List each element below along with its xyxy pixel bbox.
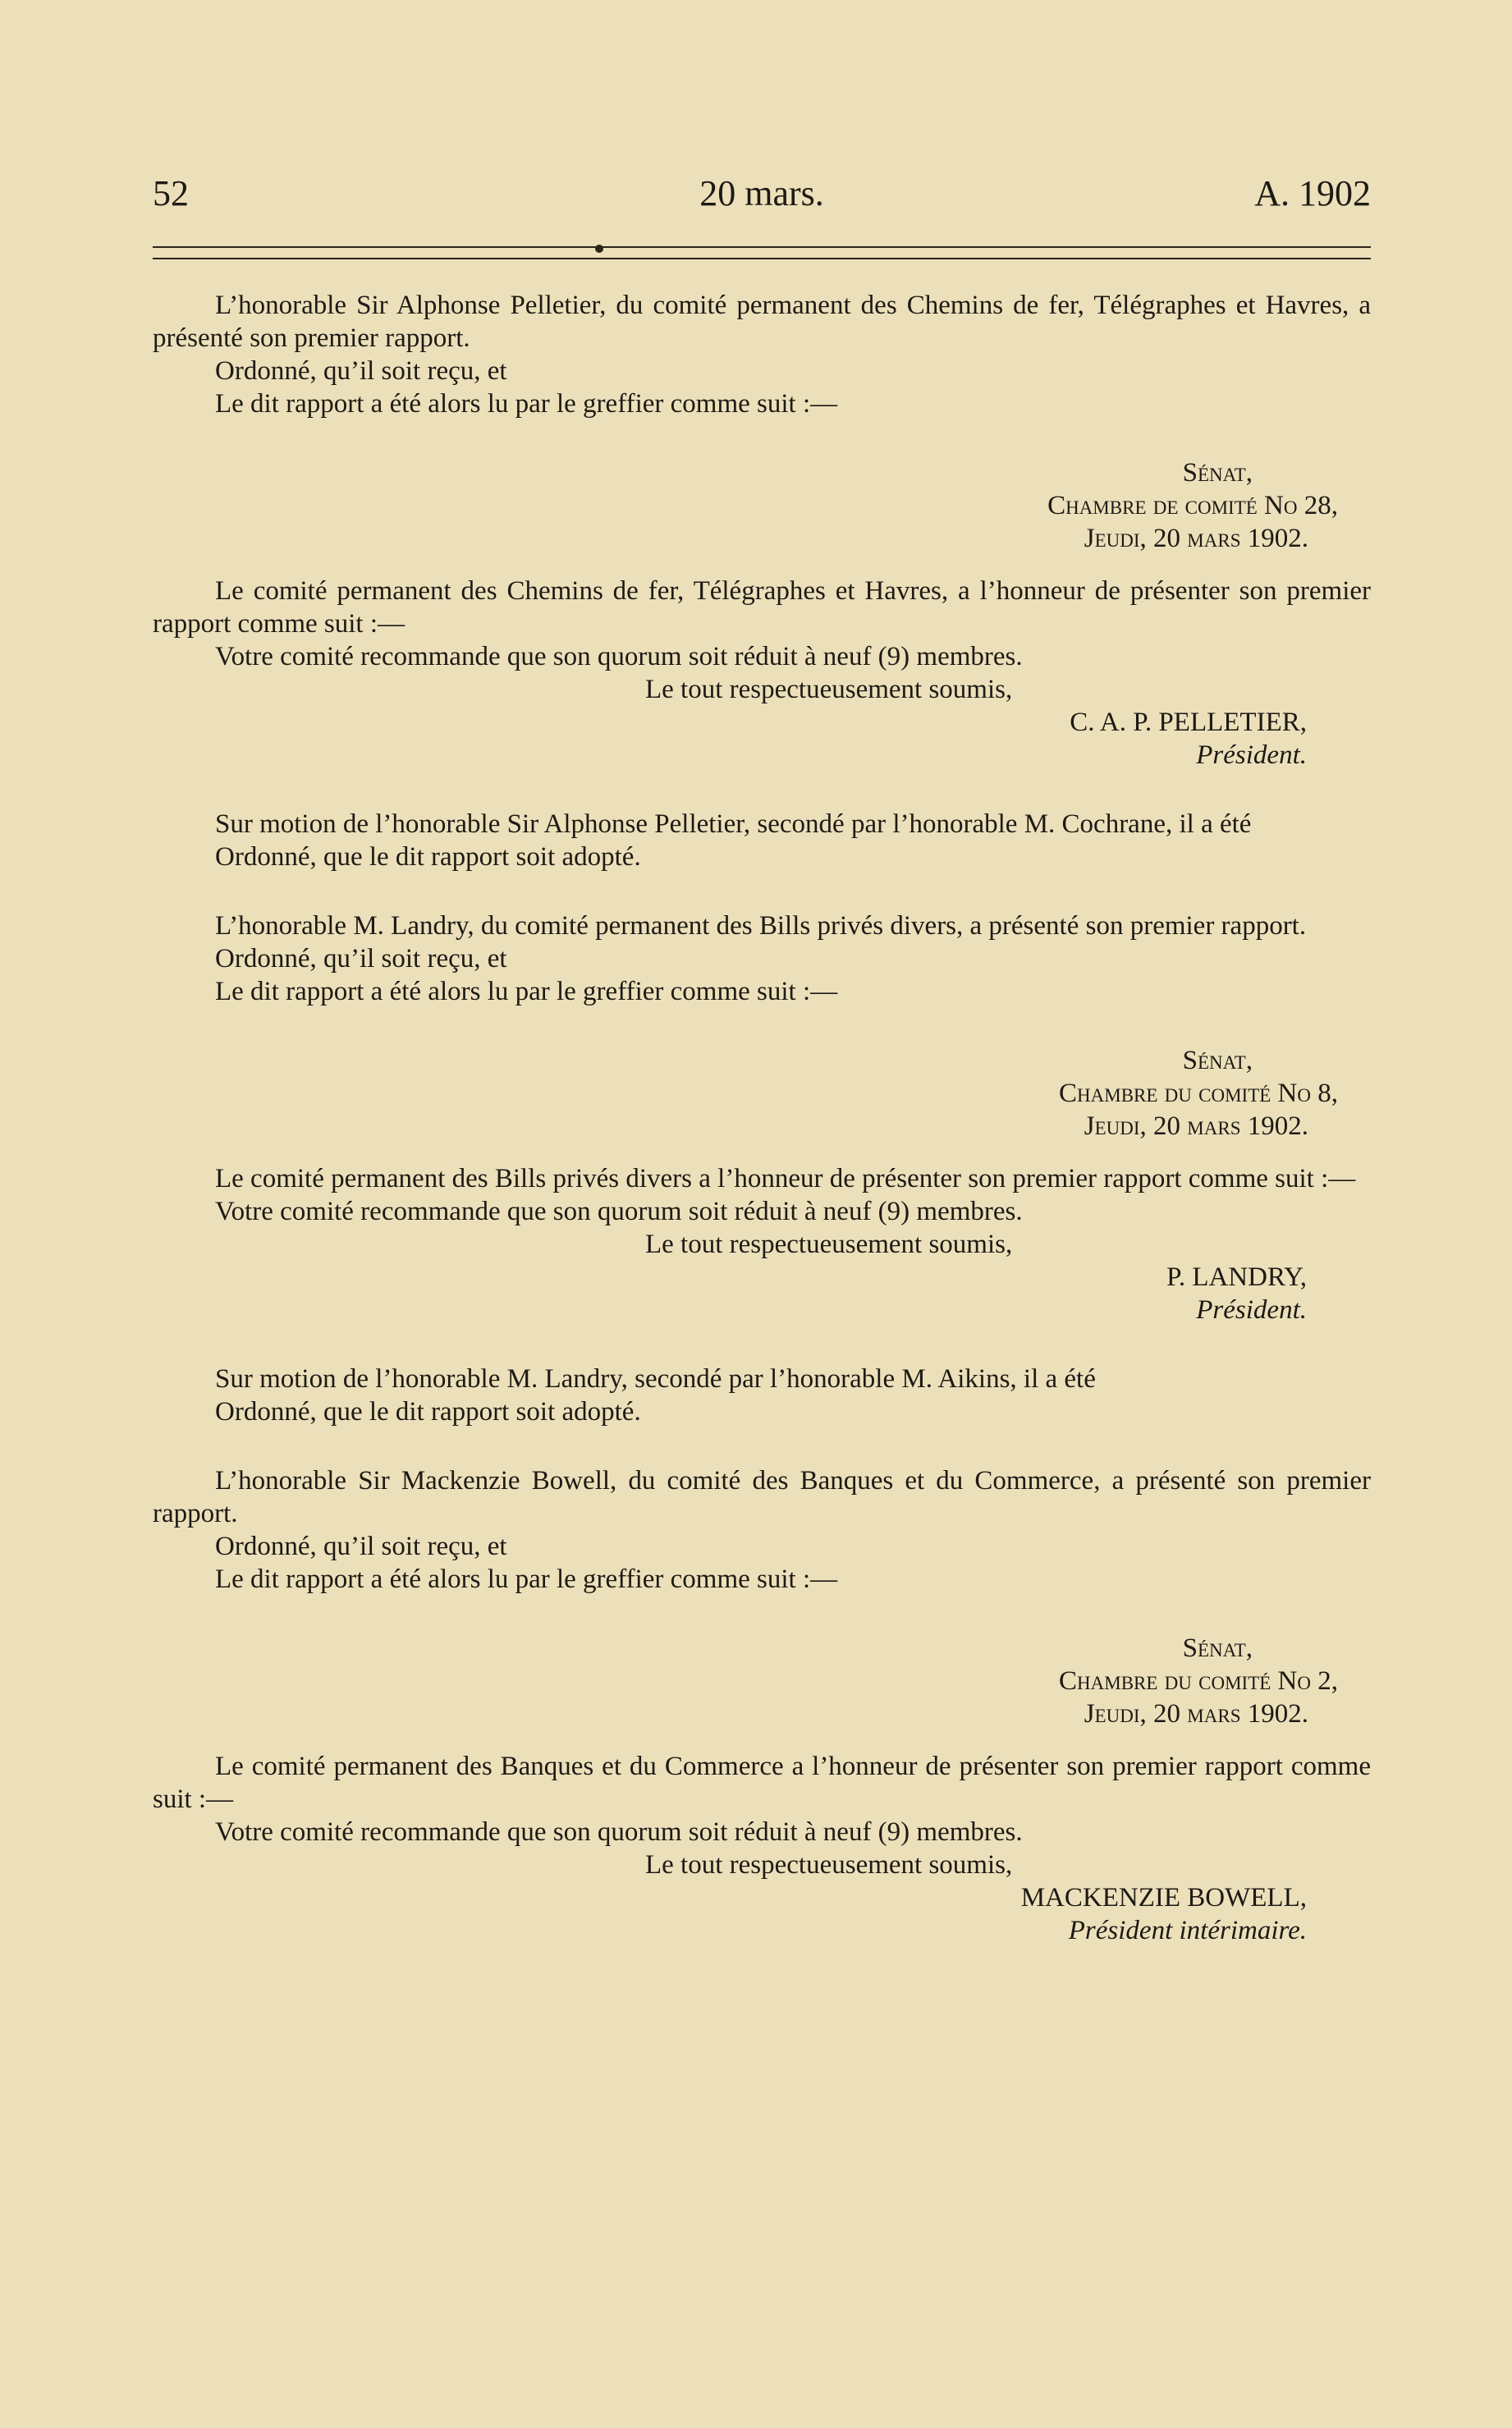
senat-heading: Sénat, (1182, 1046, 1253, 1075)
date-heading: Jeudi, 20 mars 1902. (1084, 1699, 1308, 1729)
report-text: Le comité permanent des Bills privés divers a l’honneur de présenter son premier rapport comme suit :— (215, 1164, 1356, 1193)
report-section-pelletier (153, 289, 1371, 873)
page-body (153, 289, 1371, 1947)
signature-title: Président. (1196, 740, 1307, 770)
header-rule-bottom (153, 258, 1371, 259)
order-received: Ordonné, qu’il soit reçu, et (215, 944, 507, 973)
submitted-line: Le tout respectueusement soumis, (645, 675, 1013, 704)
date-heading: Jeudi, 20 mars 1902. (1084, 1111, 1308, 1141)
page-number: 52 (153, 173, 189, 213)
date-heading: Jeudi, 20 mars 1902. (1084, 524, 1308, 553)
signature-title: Président intérimaire. (1068, 1916, 1307, 1945)
chambre-heading: Chambre du comité No 2, (1059, 1666, 1338, 1696)
header-date: 20 mars. (699, 173, 824, 213)
report-text: Le comité permanent des Banques et du Commerce a l’honneur de présenter son premier rapport comme suit :— (153, 1752, 1371, 1814)
submitted-line: Le tout respectueusement soumis, (645, 1850, 1013, 1880)
order-received: Ordonné, qu’il soit reçu, et (215, 1532, 507, 1561)
order-received: Ordonné, qu’il soit reçu, et (215, 356, 507, 386)
section-intro: L’honorable M. Landry, du comité permanent des Bills privés divers, a présenté son premier rapport. (215, 911, 1307, 941)
motion-text: Sur motion de l’honorable M. Landry, secondé par l’honorable M. Aikins, il a été (215, 1364, 1096, 1394)
adopted-text: Ordonné, que le dit rapport soit adopté. (215, 1397, 641, 1427)
report-section-landry (153, 909, 1371, 1428)
senat-heading: Sénat, (1182, 458, 1253, 488)
page-header (153, 172, 1371, 222)
signature-title: Président. (1196, 1295, 1307, 1325)
signature-name: P. LANDRY, (1166, 1262, 1307, 1292)
report-read: Le dit rapport a été alors lu par le greffier comme suit :— (215, 977, 838, 1006)
chambre-heading: Chambre de comité No 28, (1047, 491, 1338, 520)
motion-text: Sur motion de l’honorable Sir Alphonse Pelletier, secondé par l’honorable M. Cochrane, il a été (215, 809, 1252, 839)
report-read: Le dit rapport a été alors lu par le greffier comme suit :— (215, 1564, 838, 1594)
recommendation-text: Votre comité recommande que son quorum soit réduit à neuf (9) membres. (215, 1197, 1023, 1226)
header-rule-ornament (595, 245, 603, 253)
report-read: Le dit rapport a été alors lu par le greffier comme suit :— (215, 389, 838, 419)
submitted-line: Le tout respectueusement soumis, (645, 1230, 1013, 1259)
chambre-heading: Chambre du comité No 8, (1059, 1079, 1338, 1108)
header-year: A. 1902 (1254, 173, 1371, 213)
signature-name: C. A. P. PELLETIER, (1070, 708, 1307, 737)
header-rule-top (153, 246, 1371, 248)
signature-name: MACKENZIE BOWELL, (1020, 1883, 1307, 1913)
section-intro: L’honorable Sir Mackenzie Bowell, du comité des Banques et du Commerce, a présenté son premier rapport. (153, 1466, 1371, 1528)
section-intro: L’honorable Sir Alphonse Pelletier, du comité permanent des Chemins de fer, Télégraphes et Havres, a présenté son premier rapport. (153, 291, 1371, 353)
adopted-text: Ordonné, que le dit rapport soit adopté. (215, 842, 641, 872)
report-text: Le comité permanent des Chemins de fer, Télégraphes et Havres, a l’honneur de présenter son premier rapport comme suit :— (153, 576, 1371, 639)
report-section-bowell (153, 1464, 1371, 1947)
recommendation-text: Votre comité recommande que son quorum soit réduit à neuf (9) membres. (215, 642, 1023, 671)
senat-heading: Sénat, (1182, 1633, 1253, 1663)
recommendation-text: Votre comité recommande que son quorum soit réduit à neuf (9) membres. (215, 1817, 1023, 1847)
